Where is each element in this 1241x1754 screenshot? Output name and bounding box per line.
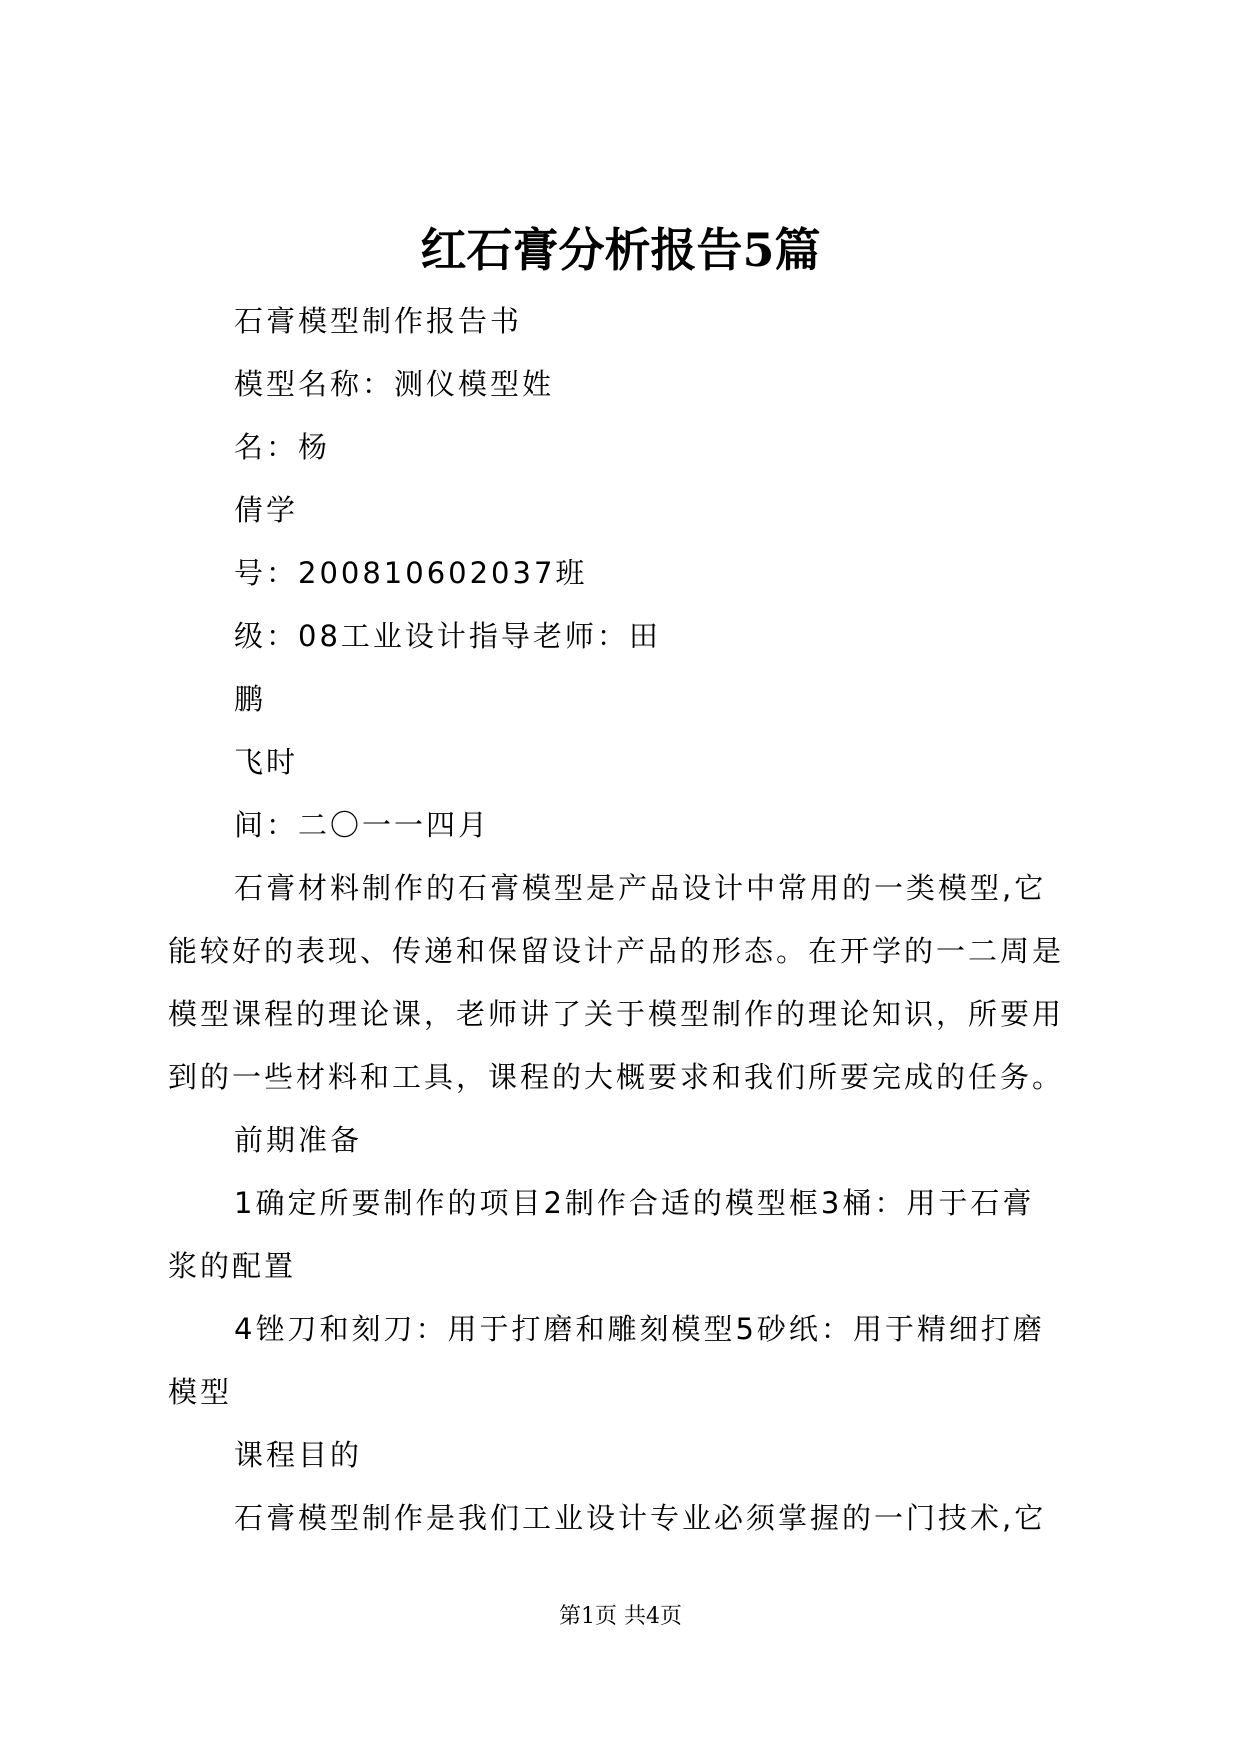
document-line: 名：杨 — [234, 430, 331, 464]
document-line: 号：200810602037班 — [234, 556, 588, 590]
document-line: 飞时 — [234, 745, 299, 779]
document-line: 4锉刀和刻刀：用于打磨和雕刻模型5砂纸：用于精细打磨 — [234, 1312, 1045, 1346]
document-line: 模型课程的理论课，老师讲了关于模型制作的理论知识，所要用 — [168, 997, 1065, 1031]
document-title: 红石膏分析报告5篇 — [420, 223, 821, 277]
document-line: 能较好的表现、传递和保留设计产品的形态。在开学的一二周是 — [168, 934, 1065, 968]
document-line: 前期准备 — [234, 1123, 363, 1157]
document-line: 到的一些材料和工具，课程的大概要求和我们所要完成的任务。 — [168, 1060, 1065, 1094]
document-line: 倩学 — [234, 493, 299, 527]
document-line: 浆的配置 — [168, 1249, 297, 1283]
document-line: 模型名称：测仪模型姓 — [234, 367, 555, 401]
document-body — [168, 290, 1088, 1550]
document-line: 鹏 — [234, 682, 267, 716]
document-line: 级：08工业设计指导老师：田 — [234, 619, 661, 653]
document-line: 间：二〇一一四月 — [234, 808, 491, 842]
document-line: 石膏模型制作报告书 — [234, 304, 523, 338]
page-footer: 第1页 共4页 — [559, 1604, 682, 1629]
document-line: 模型 — [168, 1375, 233, 1409]
document-line: 课程目的 — [234, 1438, 363, 1472]
document-line: 石膏模型制作是我们工业设计专业必须掌握的一门技术,它 — [234, 1501, 1047, 1535]
document-line: 1确定所要制作的项目2制作合适的模型框3桶：用于石膏 — [234, 1186, 1035, 1220]
document-line: 石膏材料制作的石膏模型是产品设计中常用的一类模型,它 — [234, 871, 1047, 905]
